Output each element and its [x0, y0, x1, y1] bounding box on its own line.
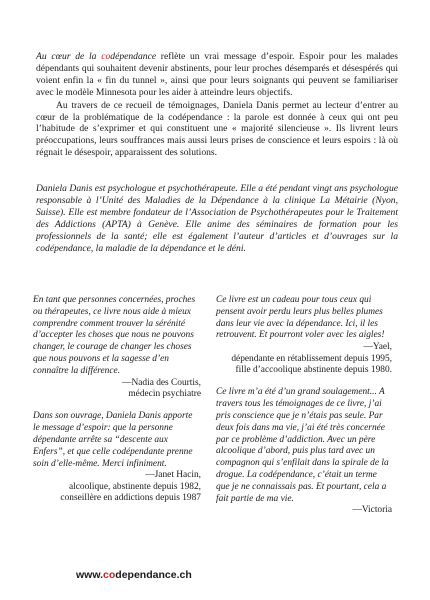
website-url[interactable] — [76, 569, 192, 581]
testimonial-quote: Ce livre m’a été d’un grand soulagement... A travers tous les témoignages de ce livre, j’ai pris conscience que je n’étais pas seule. Par deux fois dans ma vie, j’ai été très concernée par ce problème d’addiction. Avec un père alcoolique d’abord, puis plus tard avec un compagnon qui s’enfilait dans la spirale de la drogue. La codépendance, c’était un terme que je ne connaissais pas. Et pourtant, cela a fait partie de ma vie. — [216, 387, 389, 504]
url-prefix: www. — [76, 569, 104, 581]
testimonial-author: —Janet Hacin, — [145, 470, 201, 481]
intro-paragraph-2: Au travers de ce recueil de témoignages, Daniela Danis permet au lecteur d’entrer au cœur de la problématique de la codépendance : la parole est donnée à ceux qui ont peu l’habitude de s’exprimer et qui constituent une « majorité silencieuse ». Ils livrent leurs préoccupations, leurs souffrances mais aussi leurs prises de conscience et leurs espoirs : là où régnait le désespoir, apparaissent des solutions. — [36, 99, 398, 159]
testimonial-role: alcoolique, abstinente depuis 1982, conseillère en addictions depuis 1987 — [60, 481, 201, 504]
url-suffix: dependance.ch — [115, 569, 192, 581]
testimonial — [216, 295, 392, 376]
intro-paragraph-1 — [36, 51, 398, 99]
testimonials-left-column — [33, 295, 201, 505]
intro-paragraph-1-body: reflète un vrai message d’espoir. Espoir pour les malades dépendants qui souhaitent devenir abstinents, pour leur proches désemparés et désespérés qui voient enfin la « fin du tunnel », ainsi que pour leurs soignants qui peuvent se familiariser avec le modèle Minnesota pour les aider à atteindre leurs objectifs. — [36, 51, 398, 98]
testimonial-role: dépendante en rétablissement depuis 1995, fille d’accoolique abstinente depuis 1980. — [231, 353, 392, 375]
testimonial-author: —Yael, — [363, 342, 392, 353]
testimonial-quote: Dans son ouvrage, Daniela Danis apporte le message d’espoir: que la personne dépendante arrête sa “descente aux Enfers”, et que celle codépendante prenne soin d’elle-même. Merci infiniment. — [33, 411, 193, 469]
book-title-highlight: co — [101, 51, 111, 62]
testimonial — [33, 411, 201, 504]
testimonial — [33, 295, 201, 400]
testimonial-author: —Victoria — [352, 505, 392, 516]
url-highlight: co — [103, 569, 116, 581]
testimonial — [216, 387, 392, 516]
book-title-suffix: dépendance — [110, 51, 157, 62]
testimonial-quote: Ce livre est un cadeau pour tous ceux qui pensent avoir perdu leurs plus belles plumes dans leur vie avec la dépendance. Ici, il les retrouvent. Et pourront voler avec les aigles! — [216, 295, 385, 341]
author-bio: Daniela Danis est psychologue et psychothérapeute. Elle a été pendant vingt ans psychologue responsable à l’Unité des Maladies de la Dépendance à la clinique La Métairie (Nyon, Suisse). Elle est membre fondateur de l’Association de Psychothérapeutes pour le Traitement des Addictions (APTA) à Genève. Elle anime des séminaires de formation pour les professionnels de la santé; elle est également l’auteur d’articles et d’ouvrages sur la codépendance, la maladie de la dépendance et le déni. — [36, 183, 398, 254]
intro-text — [36, 51, 398, 159]
book-title-prefix: Au cœur de la — [36, 51, 102, 62]
testimonial-author: —Nadia des Courtis, — [122, 377, 201, 388]
testimonials-right-column — [216, 295, 392, 517]
testimonial-role: médecin psychiatre — [128, 388, 201, 399]
testimonial-quote: En tant que personnes concernées, proches ou thérapeutes, ce livre nous aide à mieux comprendre comment trouver la sérénité d’accepter les choses que nous ne pouvons changer, le courage de changer les choses que nous pouvons et la sagesse d’en connaître la différence. — [33, 295, 196, 376]
